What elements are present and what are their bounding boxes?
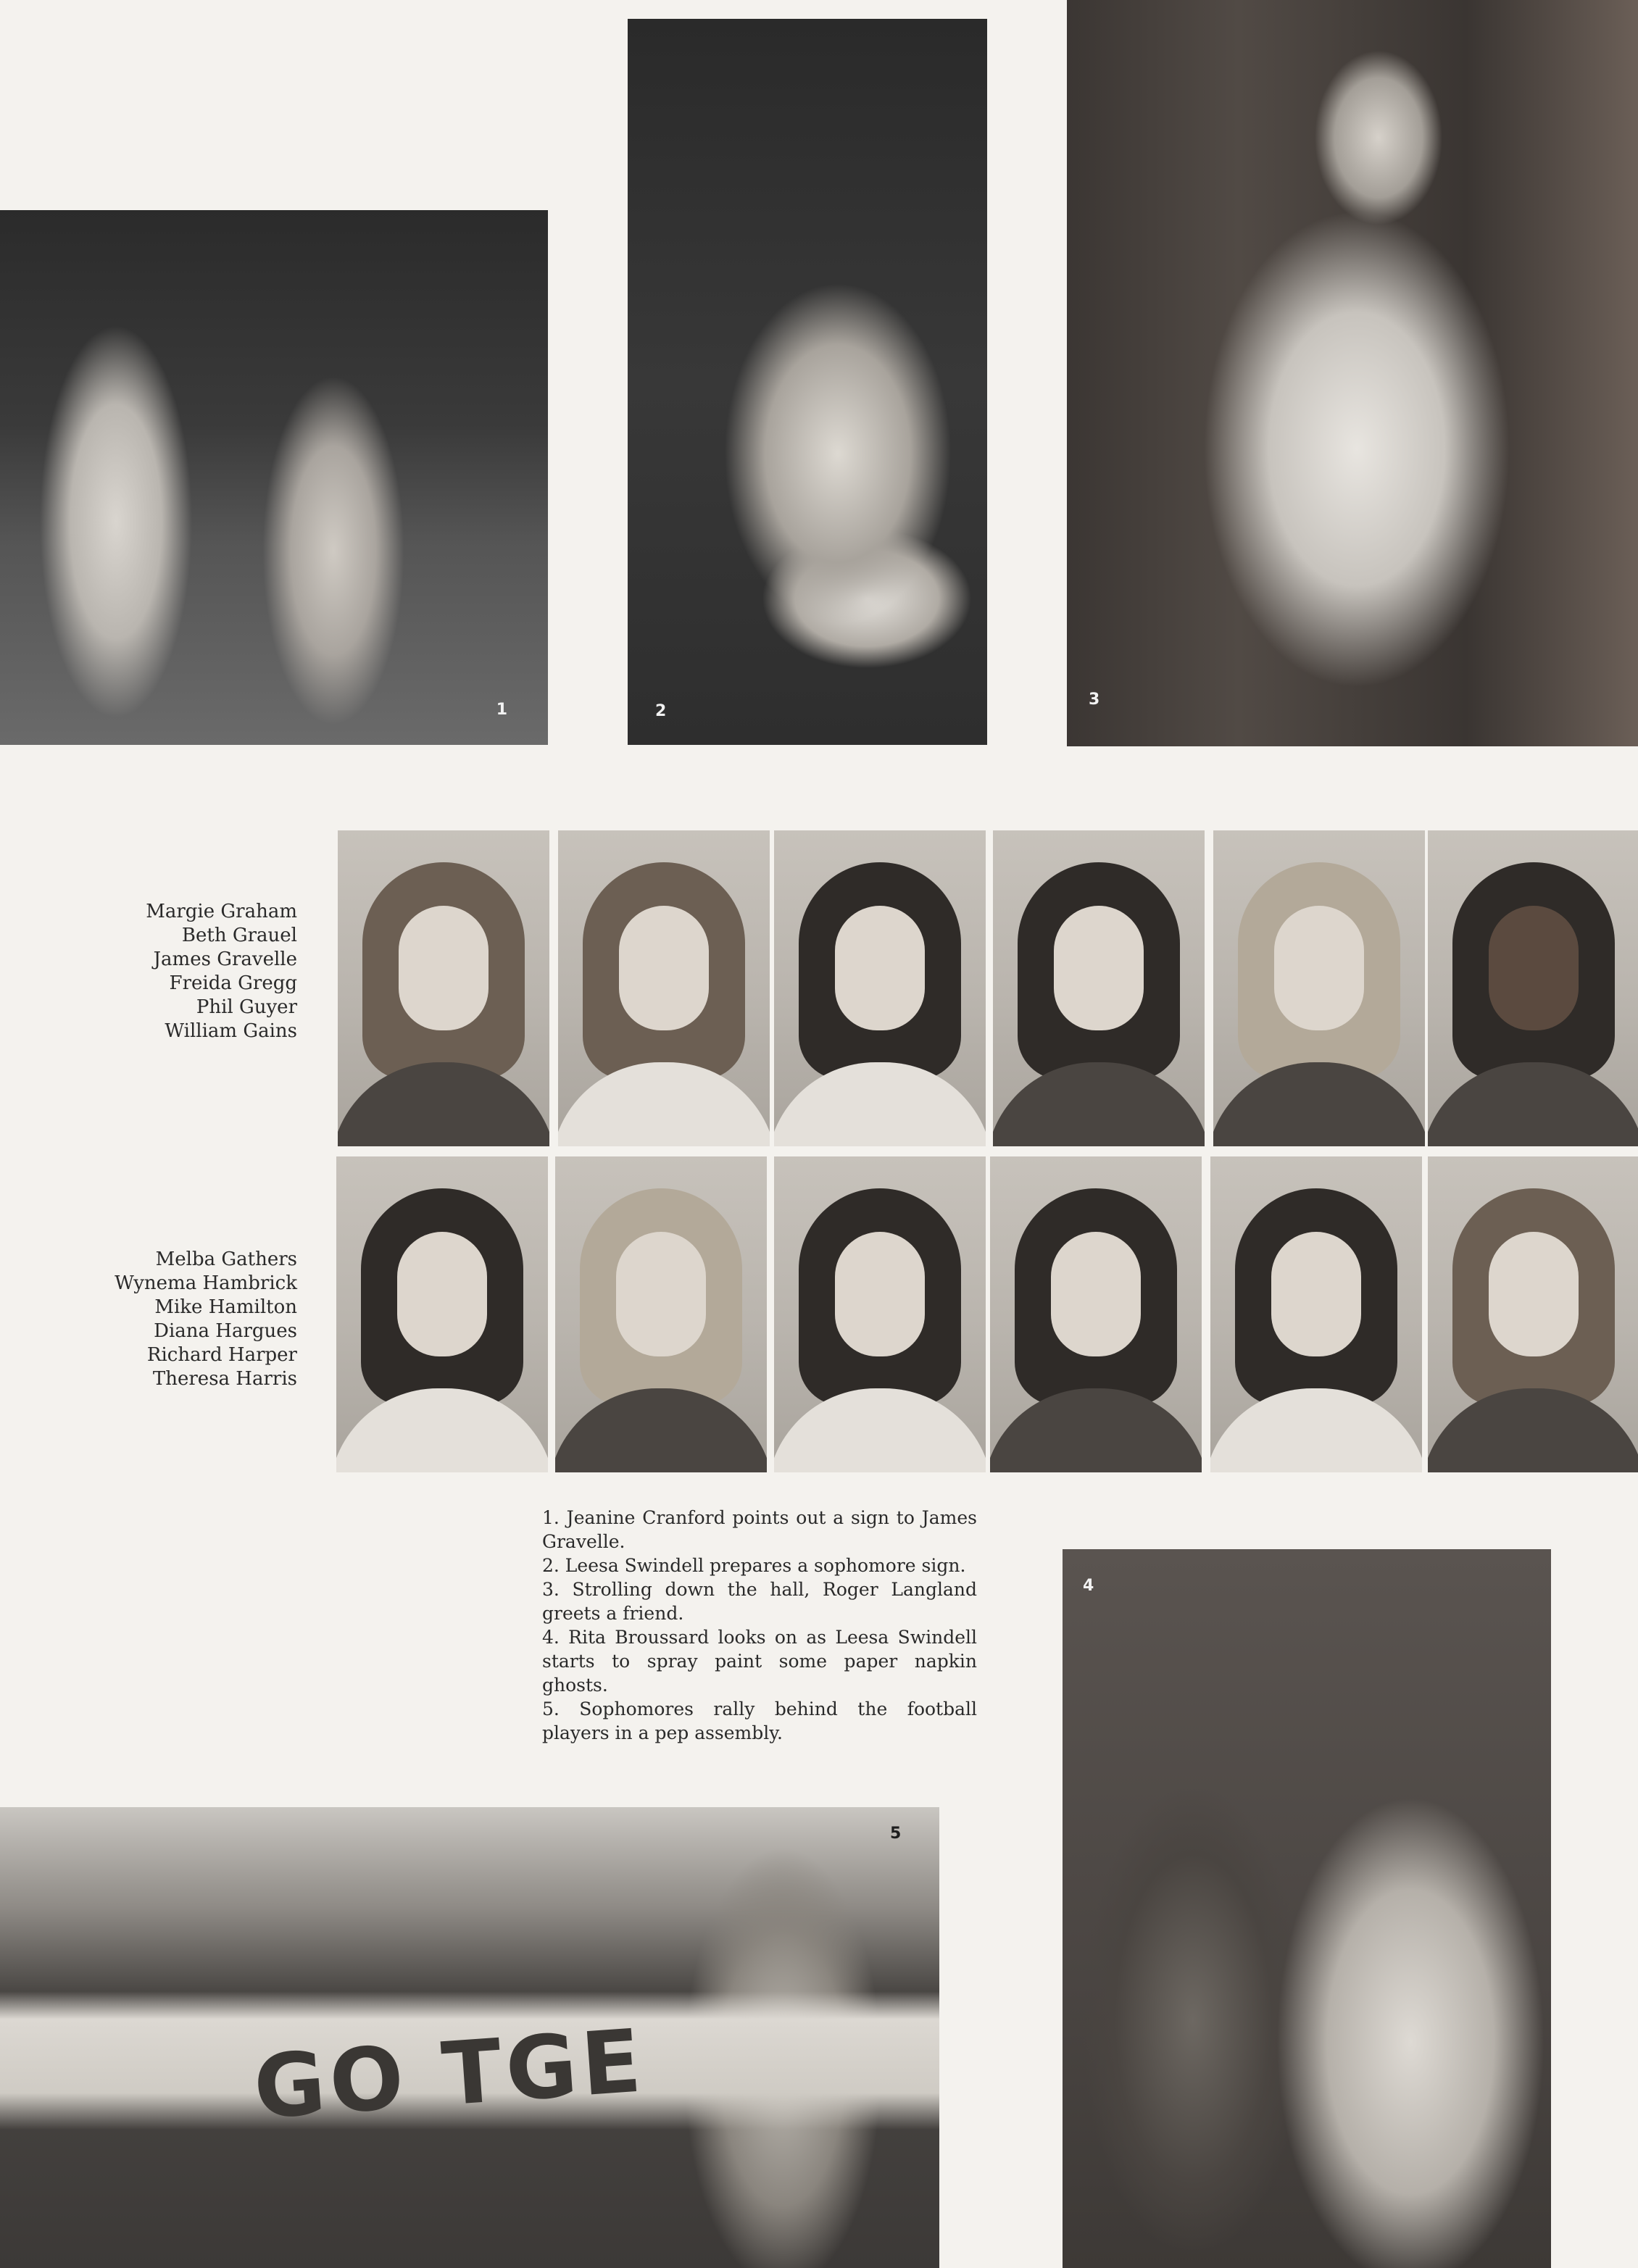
- name-label: James Gravelle: [153, 949, 297, 970]
- portrait-freida-gregg: [993, 830, 1205, 1146]
- name-label: Wynema Hambrick: [115, 1272, 297, 1294]
- portrait-melba-gathers: [336, 1156, 548, 1472]
- name-label: Beth Grauel: [181, 925, 297, 946]
- portrait-william-gains: [1428, 830, 1638, 1146]
- portrait-margie-graham: [338, 830, 549, 1146]
- caption-4: 4. Rita Broussard looks on as Leesa Swindell starts to spray paint some paper napkin ghosts.: [542, 1627, 977, 1696]
- portrait-diana-hargues: [990, 1156, 1202, 1472]
- name-label: Richard Harper: [146, 1344, 297, 1366]
- caption-2: 2. Leesa Swindell prepares a sophomore sign.: [542, 1555, 966, 1576]
- candid-photo-3: [1067, 0, 1638, 746]
- photo-number-1: 1: [496, 701, 507, 719]
- candid-photo-2: [628, 19, 987, 745]
- photo-number-5: 5: [890, 1825, 902, 1843]
- photo-number-3: 3: [1089, 691, 1100, 709]
- name-label: Diana Hargues: [154, 1320, 297, 1342]
- name-label: Theresa Harris: [152, 1368, 297, 1390]
- candid-photo-1: [0, 210, 548, 745]
- portrait-wynema-hambrick: [555, 1156, 767, 1472]
- portrait-james-gravelle: [774, 830, 986, 1146]
- photo-number-2: 2: [655, 702, 667, 720]
- photo-captions: [542, 1506, 977, 1745]
- banner-lettering: GO TGE: [250, 2011, 649, 2139]
- portrait-richard-harper: [1210, 1156, 1422, 1472]
- name-label: Mike Hamilton: [154, 1296, 297, 1318]
- photo-number-4: 4: [1083, 1577, 1094, 1595]
- portrait-phil-guyer: [1213, 830, 1425, 1146]
- name-label: William Gains: [165, 1020, 297, 1042]
- caption-1: 1. Jeanine Cranford points out a sign to James Gravelle.: [542, 1507, 977, 1552]
- name-label: Melba Gathers: [155, 1248, 297, 1270]
- name-label: Margie Graham: [146, 901, 297, 922]
- portrait-names-row-1: [146, 900, 297, 1043]
- name-label: Freida Gregg: [169, 972, 297, 994]
- candid-photo-5: [0, 1807, 939, 2268]
- caption-3: 3. Strolling down the hall, Roger Langland greets a friend.: [542, 1579, 977, 1624]
- portrait-theresa-harris: [1428, 1156, 1638, 1472]
- portrait-beth-grauel: [558, 830, 770, 1146]
- caption-5: 5. Sophomores rally behind the football players in a pep assembly.: [542, 1698, 977, 1743]
- candid-photo-4: [1063, 1549, 1551, 2268]
- name-label: Phil Guyer: [196, 996, 297, 1018]
- portrait-mike-hamilton: [774, 1156, 986, 1472]
- portrait-names-row-2: [115, 1248, 297, 1391]
